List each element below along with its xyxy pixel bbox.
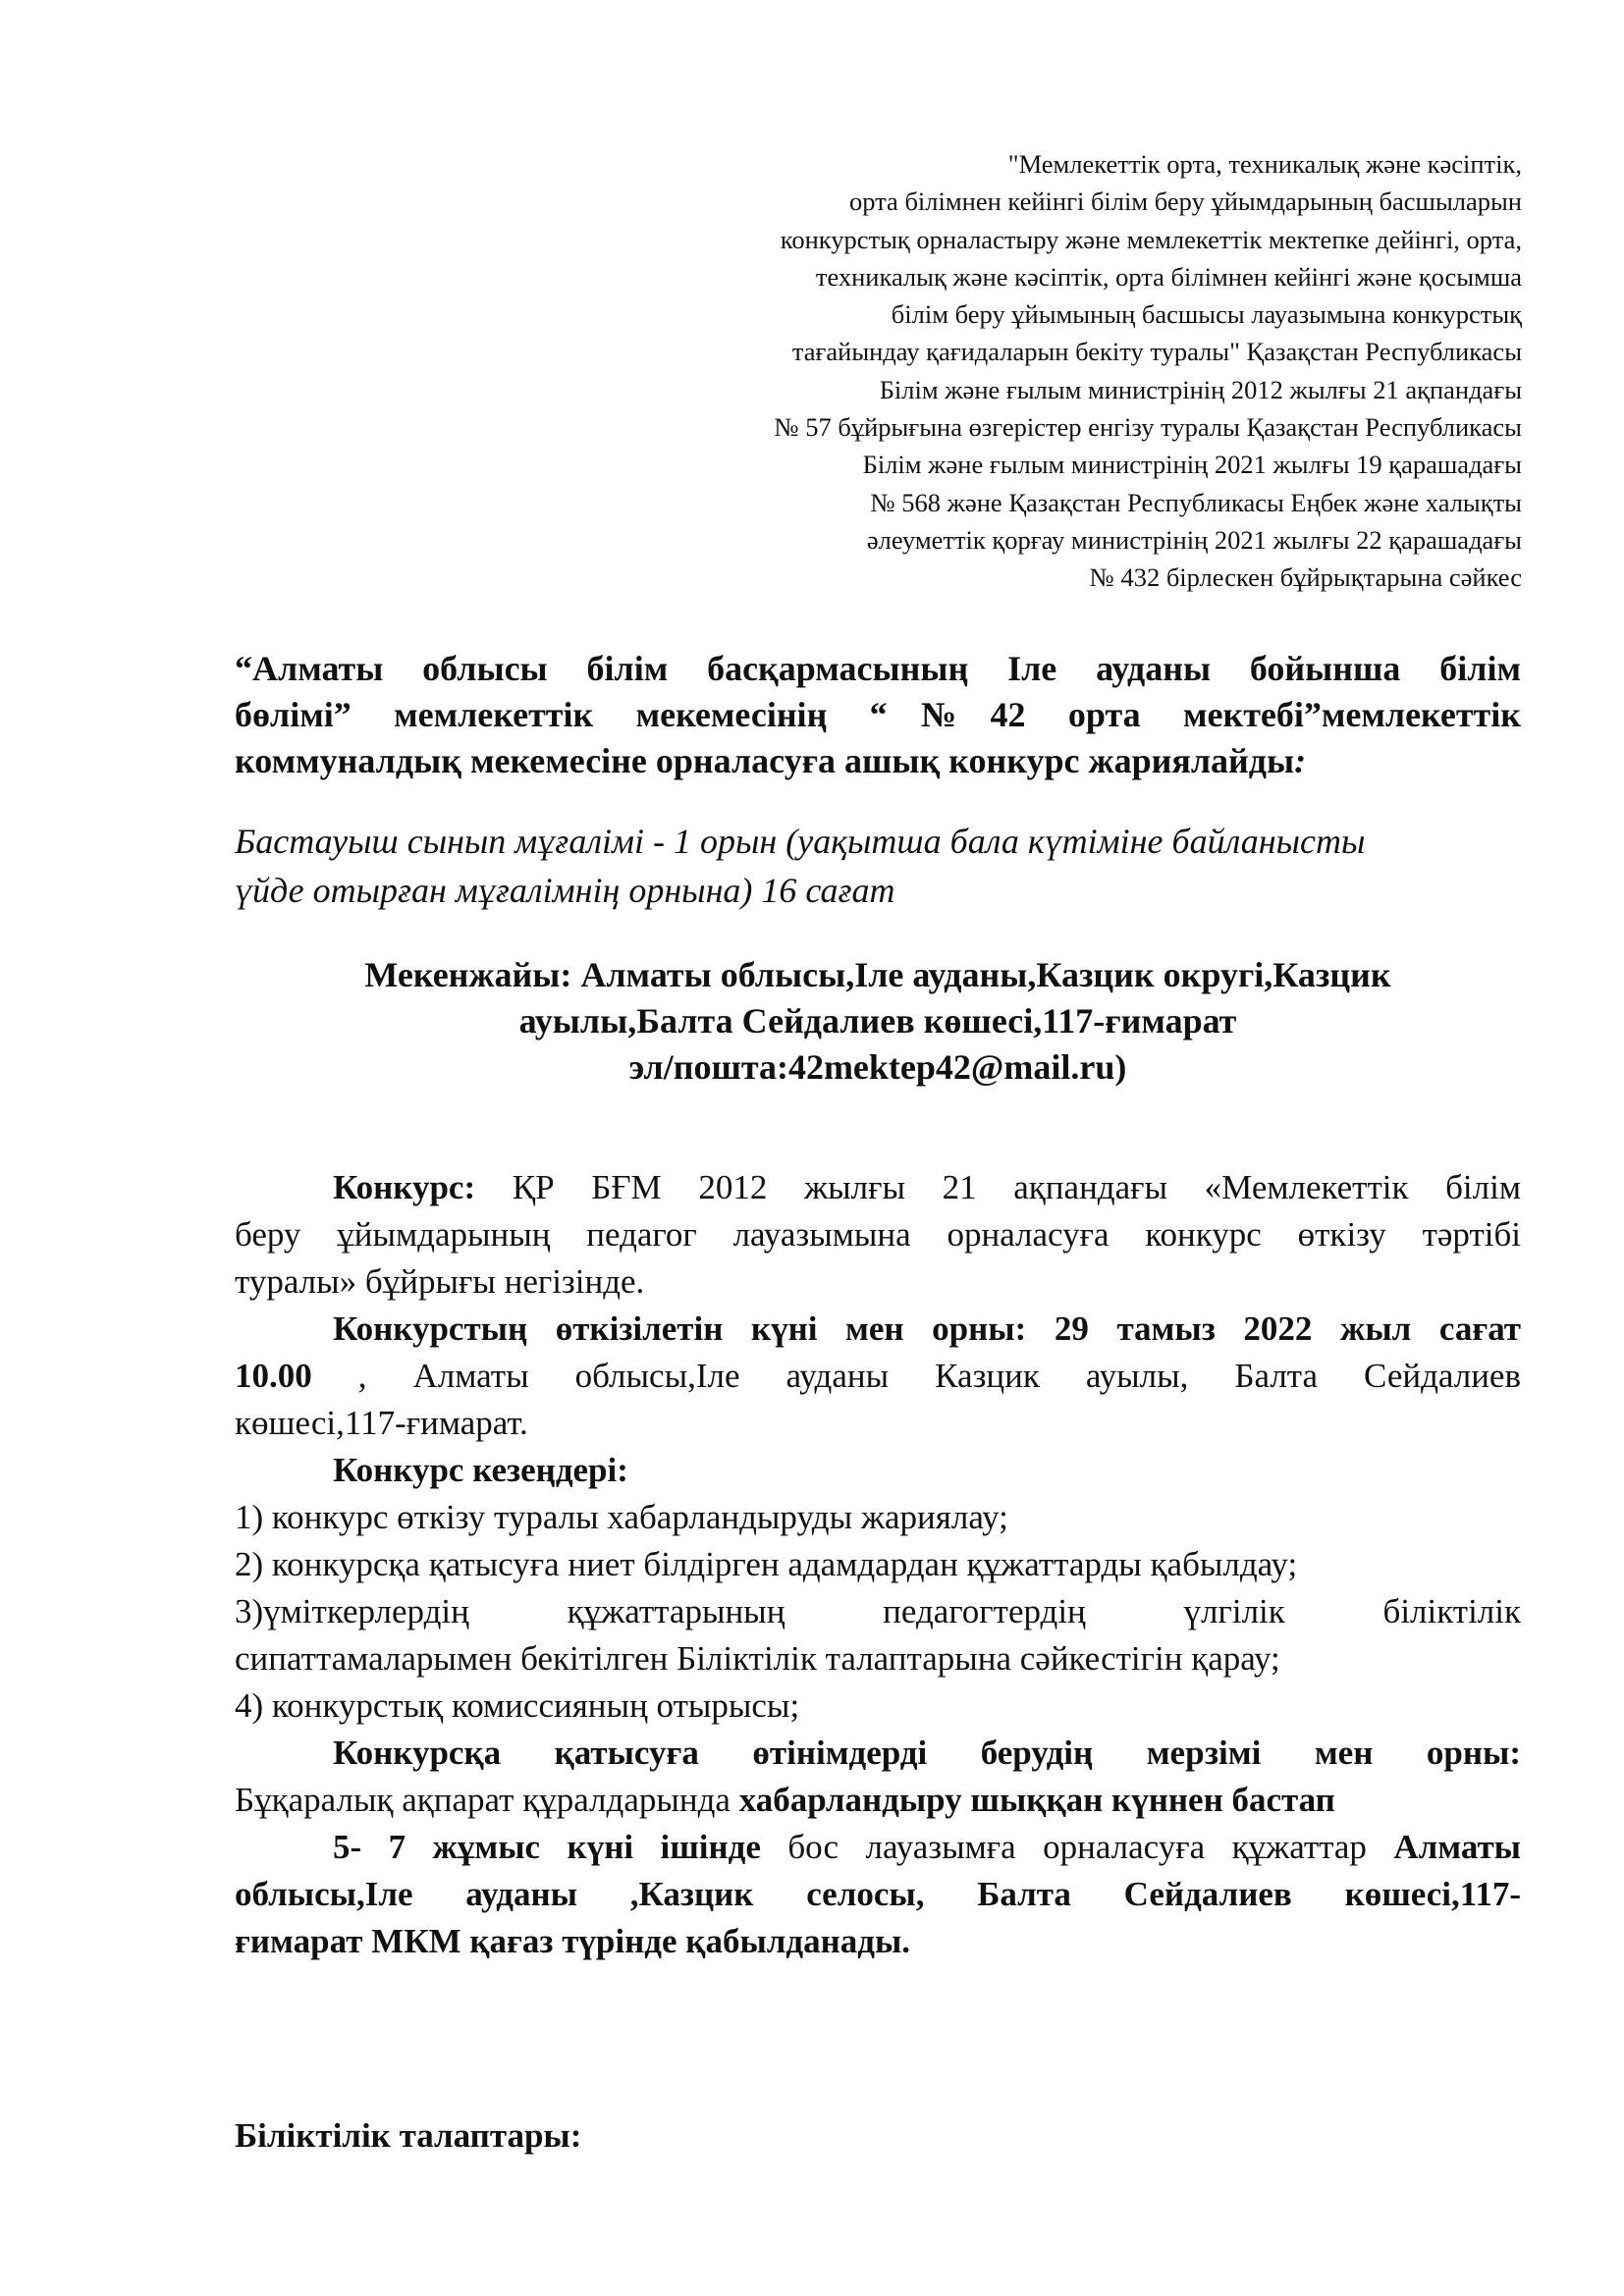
- reference-line: тағайындау қағидаларын бекіту туралы" Қазақстан Республикасы: [791, 337, 1522, 367]
- announcement-line: [235, 738, 1521, 784]
- deadline-text: Бұқаралық ақпарат құралдарында: [235, 1781, 739, 1819]
- deadline-line: [235, 1824, 1521, 1871]
- reference-line: Білім және ғылым министрінің 2012 жылғы 21 ақпандағы: [879, 374, 1522, 404]
- contest-basis-line: туралы» бұйрығы негізінде.: [235, 1262, 645, 1301]
- deadline-days: 5- 7 жұмыс күні ішінде: [333, 1828, 761, 1866]
- deadline-bold-text: Алматы: [1393, 1828, 1522, 1866]
- stages-label: Конкурс кезеңдері:: [333, 1451, 628, 1489]
- vacancy-description: [235, 817, 1521, 915]
- reference-line: білім беру ұйымының басшысы лауазымына конкурстық: [891, 299, 1522, 330]
- contest-details: [235, 1164, 1521, 1965]
- contest-basis-line: [235, 1164, 1521, 1211]
- stage-item: 1) конкурс өткізу туралы хабарландыруды жариялау;: [235, 1498, 1008, 1536]
- qualification-heading: Біліктілік талаптары:: [235, 2116, 582, 2155]
- deadline-text: бос лауазымға орналасуға құжаттар: [760, 1828, 1394, 1866]
- contest-basis-text: ҚР БҒМ 2012 жылғы 21 ақпандағы «Мемлекеттік білім: [512, 1168, 1521, 1206]
- reference-line: орта білімнен кейінгі білім беру ұйымдарының басшыларын: [849, 187, 1522, 217]
- email-line: эл/пошта:42mektep42@mail.ru): [628, 1047, 1127, 1087]
- deadline-line: облысы,Іле ауданы ,Казцик селосы, Балта Сейдалиев көшесі,117-: [235, 1875, 1521, 1913]
- reference-line: Білім және ғылым министрінің 2021 жылғы 19 қарашадағы: [862, 450, 1522, 480]
- contest-date-line: Конкурстың өткізілетін күні мен орны: 29 тамыз 2022 жыл сағат: [333, 1309, 1521, 1348]
- legal-reference-block: [550, 145, 1522, 597]
- reference-line: № 432 бірлескен бұйрықтарына сәйкес: [1089, 562, 1522, 593]
- deadline-bold-text: хабарландыру шыққан күннен бастап: [738, 1781, 1335, 1819]
- stage-item: сипаттамаларымен бекітілген Біліктілік талаптарына сәйкестігін қарау;: [235, 1639, 1280, 1678]
- contest-date-line: [235, 1353, 1521, 1400]
- address-line: Мекенжайы: Алматы облысы,Іле ауданы,Казцик округі,Казцик: [364, 955, 1391, 994]
- contest-time: 10.00: [235, 1357, 312, 1395]
- deadline-line: [235, 1777, 1521, 1824]
- stage-item: 2) конкурсқа қатысуға ниет білдірген адамдардан құжаттарды қабылдау;: [235, 1545, 1298, 1583]
- vacancy-line: Бастауыш сынып мұғалімі - 1 орын (уақытша бала күтіміне байланысты: [235, 822, 1366, 861]
- stage-item: 3)үміткерлердің құжаттарының педагогтердің үлгілік біліктілік: [235, 1592, 1521, 1630]
- reference-line: әлеуметтік қорғау министрінің 2021 жылғы 22 қарашадағы: [866, 524, 1522, 555]
- stage-item: 4) конкурстық комиссияның отырысы;: [235, 1686, 800, 1725]
- address-line: ауылы,Балта Сейдалиев көшесі,117-ғимарат: [518, 1001, 1237, 1041]
- reference-line: техникалық және кәсіптік, орта білімнен кейінгі және қосымша: [815, 261, 1522, 292]
- contest-label: Конкурс:: [333, 1168, 476, 1206]
- reference-line: "Мемлекеттік орта, техникалық және кәсіптік,: [1007, 149, 1522, 179]
- announcement-line: “Алматы облысы білім басқармасының Іле ауданы бойынша білім: [235, 649, 1521, 688]
- contest-date-line: көшесі,117-ғимарат.: [235, 1404, 528, 1442]
- deadline-line: ғимарат МКМ қағаз түрінде қабылданады.: [235, 1922, 911, 1960]
- announcement-line-text: коммуналдық мекемесіне орналасуға ашық конкурс жариялайды: [235, 741, 1295, 780]
- deadline-label: Конкурсқа қатысуға өтінімдерді берудің мерзімі мен орны:: [333, 1734, 1521, 1772]
- announcement-colon: :: [1294, 741, 1307, 780]
- address-block: [235, 952, 1521, 1091]
- vacancy-line: үйде отырған мұғалімнің орнына) 16 сағат: [235, 871, 895, 910]
- announcement-line: бөлімі” мемлекеттік мекемесінің “№42 орта мектебі”мемлекеттік: [235, 695, 1521, 734]
- contest-place-text: , Алматы облысы,Іле ауданы Казцик ауылы, Балта Сейдалиев: [357, 1357, 1521, 1395]
- reference-line: № 57 бұйрығына өзгерістер енгізу туралы Қазақстан Республикасы: [774, 412, 1522, 443]
- announcement-heading: [235, 646, 1521, 784]
- reference-line: конкурстық орналастыру және мемлекеттік мектепке дейінгі, орта,: [780, 224, 1522, 254]
- reference-line: № 568 және Қазақстан Республикасы Еңбек және халықты: [870, 487, 1522, 517]
- contest-basis-line: беру ұйымдарының педагог лауазымына орналасуға конкурс өткізу тәртібі: [235, 1215, 1521, 1254]
